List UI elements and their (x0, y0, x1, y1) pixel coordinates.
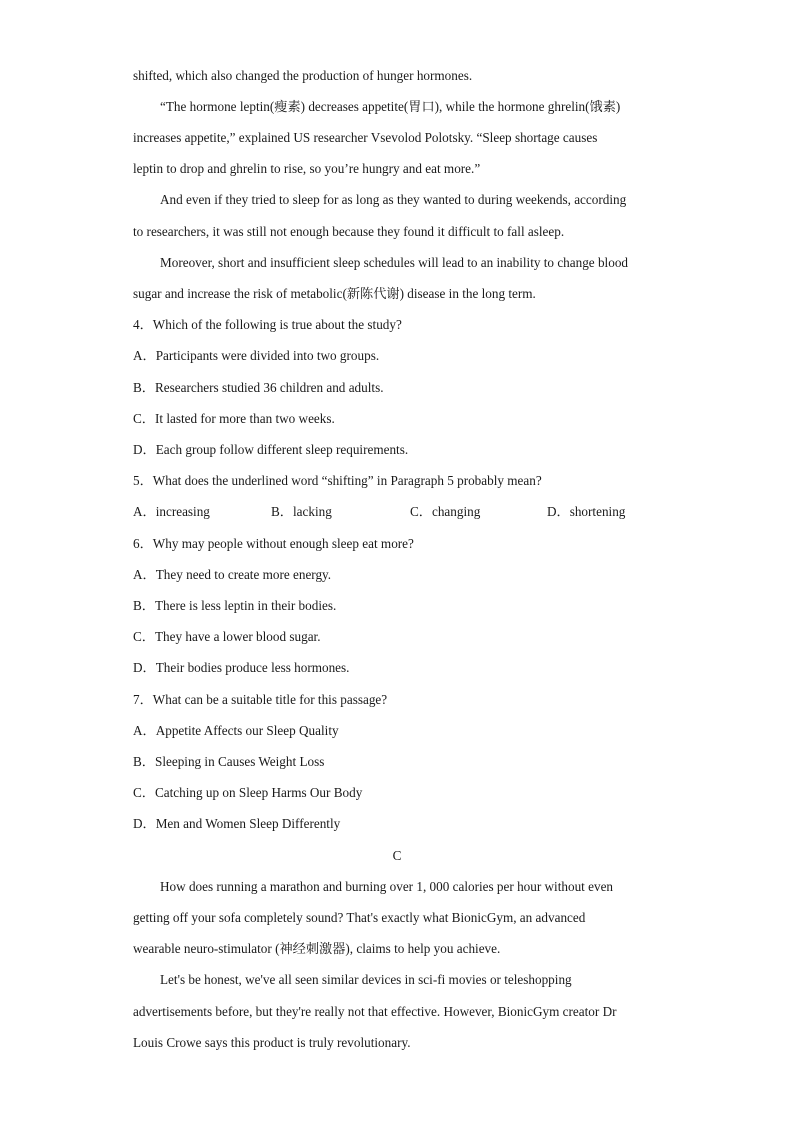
question-7-option-c: C．Catching up on Sleep Harms Our Body (133, 785, 363, 800)
question-4-option-a: A．Participants were divided into two groups. (133, 348, 380, 363)
passage-b-line: And even if they tried to sleep for as long as they wanted to during weekends, according (160, 192, 627, 207)
question-7-option-d: D．Men and Women Sleep Differently (133, 816, 341, 831)
passage-b-line: sugar and increase the risk of metabolic(新陈代谢) disease in the long term. (133, 286, 536, 301)
question-5-stem: 5．What does the underlined word “shifting” in Paragraph 5 probably mean? (133, 473, 542, 488)
question-4-option-c: C．It lasted for more than two weeks. (133, 411, 335, 426)
question-6-option-d: D．Their bodies produce less hormones. (133, 660, 350, 675)
passage-c-line: advertisements before, but they're really not that effective. However, BionicGym creator Dr (133, 1004, 617, 1019)
passage-c-line: Let's be honest, we've all seen similar devices in sci-fi movies or teleshopping (160, 972, 572, 987)
passage-c-line: Louis Crowe says this product is truly revolutionary. (133, 1035, 411, 1050)
passage-c-line: getting off your sofa completely sound? That's exactly what BionicGym, an advanced (133, 910, 586, 925)
passage-b-line: “The hormone leptin(瘦素) decreases appetite(胃口), while the hormone ghrelin(饿素) (160, 99, 621, 114)
passage-b-line: to researchers, it was still not enough because they found it difficult to fall asleep. (133, 224, 565, 239)
question-5-option-c: C．changing (410, 504, 481, 519)
question-5-option-d: D．shortening (547, 504, 626, 519)
question-6-option-b: B．There is less leptin in their bodies. (133, 598, 337, 613)
question-5-option-b: B．lacking (271, 504, 332, 519)
question-7-stem: 7．What can be a suitable title for this passage? (133, 692, 388, 707)
passage-c-line: How does running a marathon and burning over 1, 000 calories per hour without even (160, 879, 614, 894)
question-4-option-d: D．Each group follow different sleep requirements. (133, 442, 409, 457)
question-6-option-c: C．They have a lower blood sugar. (133, 629, 321, 644)
question-7-option-a: A．Appetite Affects our Sleep Quality (133, 723, 339, 738)
passage-b-line: leptin to drop and ghrelin to rise, so you’re hungry and eat more.” (133, 161, 481, 176)
question-4-option-b: B．Researchers studied 36 children and adults. (133, 380, 384, 395)
passage-b-line: increases appetite,” explained US researcher Vsevolod Polotsky. “Sleep shortage causes (133, 130, 598, 145)
passage-b-line: shifted, which also changed the production of hunger hormones. (133, 68, 473, 83)
question-4-stem: 4．Which of the following is true about the study? (133, 317, 402, 332)
question-7-option-b: B．Sleeping in Causes Weight Loss (133, 754, 325, 769)
passage-c-line: wearable neuro-stimulator (神经刺激器), claims to help you achieve. (133, 941, 501, 956)
section-heading: C (392, 848, 402, 863)
question-6-option-a: A．They need to create more energy. (133, 567, 332, 582)
question-6-stem: 6．Why may people without enough sleep eat more? (133, 536, 414, 551)
passage-b-line: Moreover, short and insufficient sleep schedules will lead to an inability to change blood (160, 255, 629, 270)
question-5-option-a: A．increasing (133, 504, 210, 519)
